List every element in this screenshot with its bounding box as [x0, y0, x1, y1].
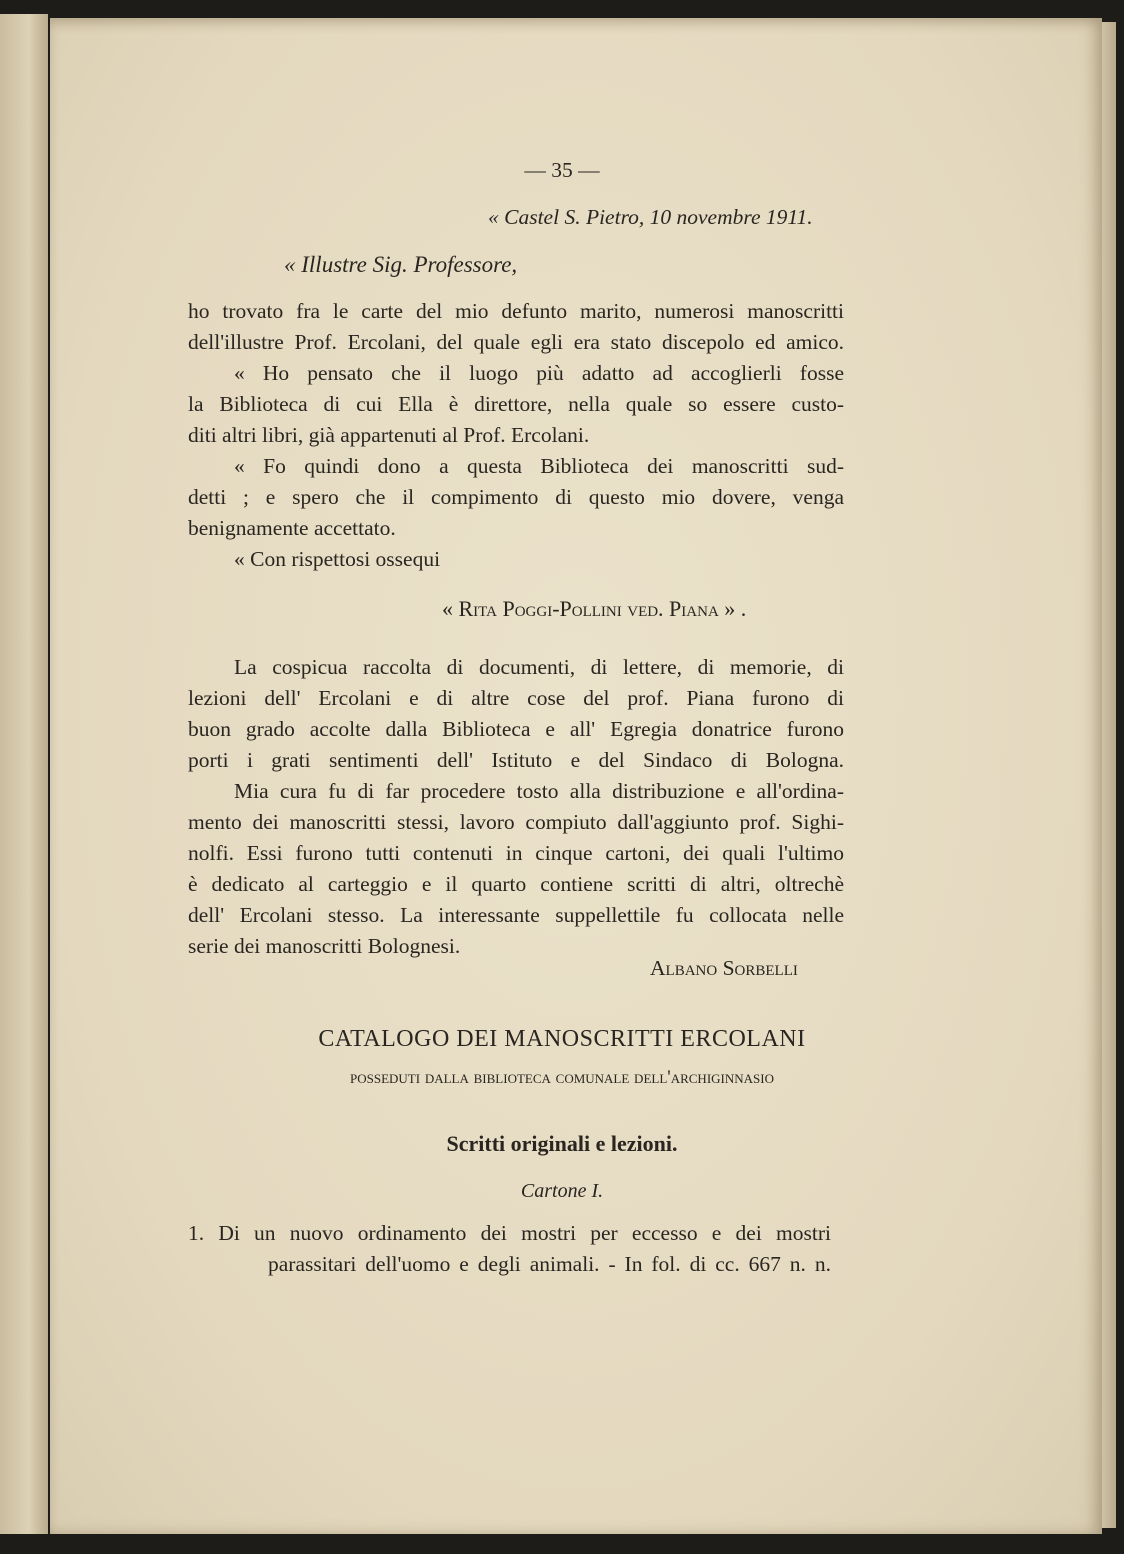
catalog-entry-line: parassitari dell'uomo e degli animali. - In fol. di cc. 667 n. n. — [268, 1252, 831, 1276]
catalog-entry — [188, 1218, 831, 1280]
commentary-body — [188, 652, 844, 962]
letter-salutation: « Illustre Sig. Professore, — [284, 252, 518, 277]
letter-line: dell'illustre Prof. Ercolani, del quale egli era stato discepolo ed amico. — [188, 330, 844, 354]
letter-signature: « Rita Poggi-Pollini ved. Piana » . — [442, 596, 747, 621]
page-stack-edge — [1102, 22, 1116, 1528]
catalog-subtitle: posseduti dalla biblioteca comunale dell'archiginnasio — [350, 1067, 774, 1088]
letter-line: benignamente accettato. — [188, 516, 396, 540]
letter-line: « Con rispettosi ossequi — [234, 547, 441, 571]
commentary-line: è dedicato al carteggio e il quarto contiene scritti di altri, oltrechè — [188, 872, 844, 896]
commentary-line: mento dei manoscritti stessi, lavoro compiuto dall'aggiunto prof. Sighi- — [188, 810, 844, 834]
letter-line: la Biblioteca di cui Ella è direttore, nella quale so essere custo- — [188, 392, 844, 416]
commentary-line: lezioni dell' Ercolani e di altre cose del prof. Piana furono di — [188, 686, 844, 710]
commentary-line: Mia cura fu di far procedere tosto alla distribuzione e all'ordina- — [234, 779, 844, 803]
commentary-line: dell' Ercolani stesso. La interessante suppellettile fu collocata nelle — [188, 903, 844, 927]
commentary-line: nolfi. Essi furono tutti contenuti in cinque cartoni, dei quali l'ultimo — [188, 841, 844, 865]
box-heading: Cartone I. — [520, 1180, 604, 1202]
commentary-line: La cospicua raccolta di documenti, di lettere, di memorie, di — [234, 655, 844, 679]
section-heading: Scritti originali e lezioni. — [446, 1131, 678, 1156]
commentary-author: Albano Sorbelli — [650, 956, 798, 980]
commentary-line: porti i grati sentimenti dell' Istituto e del Sindaco di Bologna. — [188, 748, 844, 772]
letter-line: ho trovato fra le carte del mio defunto marito, numerosi manoscritti — [188, 299, 844, 323]
letter-line: detti ; e spero che il compimento di questo mio dovere, venga — [188, 485, 844, 509]
commentary-line: buon grado accolte dalla Biblioteca e all' Egregia donatrice furono — [188, 717, 844, 741]
page-number: — 35 — — [524, 158, 600, 182]
letter-line: « Fo quindi dono a questa Biblioteca dei manoscritti sud- — [234, 454, 844, 478]
letter-line: « Ho pensato che il luogo più adatto ad accoglierli fosse — [234, 361, 844, 385]
previous-page-edge — [0, 14, 48, 1534]
letter-body — [188, 296, 844, 575]
letter-line: diti altri libri, già appartenuti al Prof. Ercolani. — [188, 423, 590, 447]
catalog-entry-line: 1. Di un nuovo ordinamento dei mostri per eccesso e dei mostri — [188, 1221, 831, 1245]
letter-place-date: « Castel S. Pietro, 10 novembre 1911. — [488, 205, 813, 229]
catalog-title: CATALOGO DEI MANOSCRITTI ERCOLANI — [318, 1026, 806, 1052]
commentary-line: serie dei manoscritti Bolognesi. — [188, 934, 461, 958]
